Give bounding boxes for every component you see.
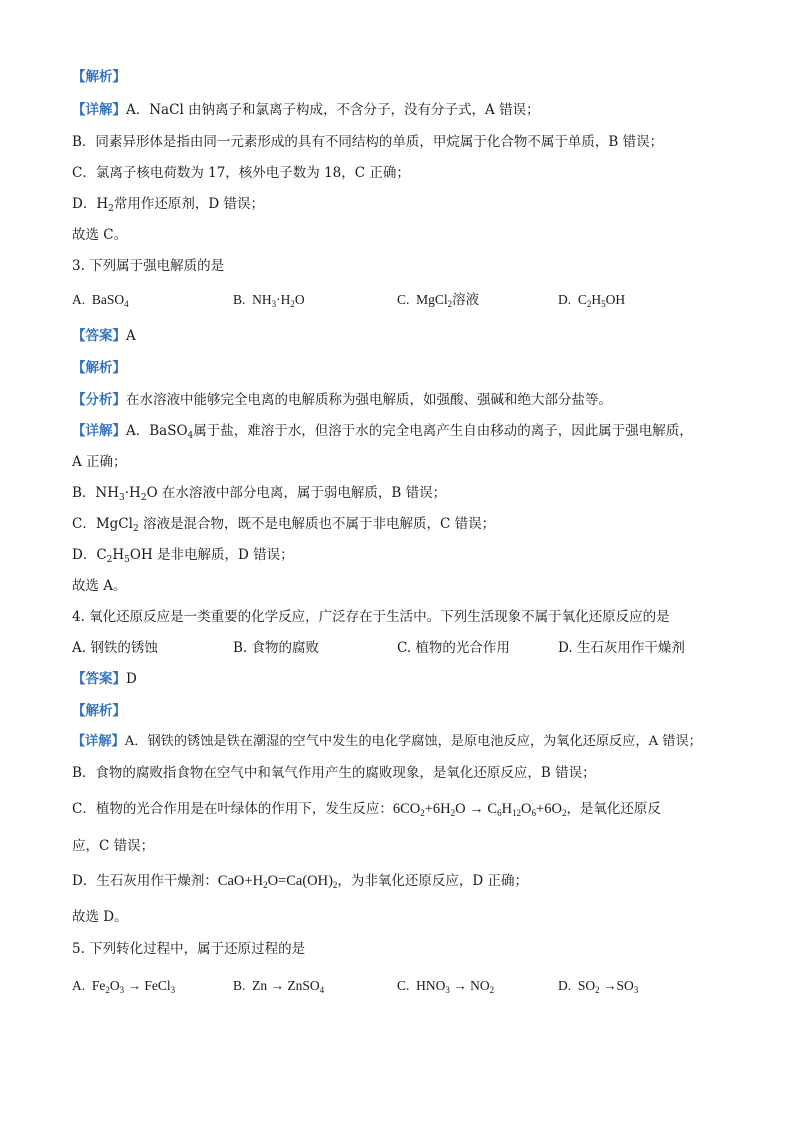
q3-answer: 【答案】A bbox=[72, 328, 136, 344]
q4-detail-b: B．食物的腐败指食物在空气中和氧气作用产生的腐败现象，是氧化还原反应，B 错误； bbox=[72, 765, 596, 781]
q3-option-a: A. BaSO$_4$ bbox=[72, 292, 129, 309]
q5-option-c: C. $HNO_3 \to NO_2$ bbox=[397, 978, 495, 995]
q4-detail-d: D．生石灰用作干燥剂：$CaO+H_2O=Ca(OH)_2$，为非氧化还原反应，D 正确； bbox=[72, 873, 529, 890]
analysis-heading: 【解析】 bbox=[72, 69, 126, 85]
q2-detail-d: D．$H_2$常用作还原剂，D 错误； bbox=[72, 196, 264, 214]
q3-detail-a: 【详解】A．BaSO$_4$属于盐，难溶于水，但溶于水的完全电离产生自由移动的离子，因此属于强电解质， bbox=[72, 423, 693, 441]
q2-detail-b: B．同素异形体是指由同一元素形成的具有不同结构的单质，甲烷属于化合物不属于单质，B 错误； bbox=[72, 134, 664, 150]
q4-answer: 【答案】D bbox=[72, 671, 137, 687]
q3-option-d: D. $C_2H_5OH$ bbox=[558, 292, 626, 309]
q3-detail-d: D．$C_2H_5OH$ 是非电解质，D 错误； bbox=[72, 547, 294, 565]
q4-stem: 4. 氧化还原反应是一类重要的化学反应，广泛存在于生活中。下列生活现象不属于氧化还原反应的是 bbox=[72, 609, 670, 625]
q4-detail-a: 【详解】A．钢铁的锈蚀是铁在潮湿的空气中发生的电化学腐蚀，是原电池反应，为氧化还原反应，A 错误； bbox=[72, 734, 702, 749]
q5-stem: 5. 下列转化过程中，属于还原过程的是 bbox=[72, 941, 306, 957]
q3-choose: 故选 A。 bbox=[72, 578, 127, 594]
q4-option-d: D. 生石灰用作干燥剂 bbox=[558, 640, 685, 656]
q4-option-a: A. 钢铁的锈蚀 bbox=[72, 640, 158, 656]
q3-detail-a-cont: A 正确； bbox=[72, 454, 127, 470]
q5-option-a: A. $Fe_2O_3$ → FeCl$_3$ bbox=[72, 978, 176, 995]
q5-option-d: D. $SO_2 \to SO_3$ bbox=[558, 978, 639, 995]
q4-option-b: B. 食物的腐败 bbox=[233, 640, 320, 656]
q2-detail-c: C．氯离子核电荷数为 17，核外电子数为 18，C 正确； bbox=[72, 165, 410, 181]
q5-option-b: B. Zn → ZnSO$_4$ bbox=[233, 978, 325, 995]
q3-analyze: 【分析】在水溶液中能够完全电离的电解质称为强电解质，如强酸、强碱和绝大部分盐等。 bbox=[72, 392, 612, 408]
q4-choose: 故选 D。 bbox=[72, 909, 128, 925]
q4-analysis-heading: 【解析】 bbox=[72, 703, 126, 719]
q4-option-c: C. 植物的光合作用 bbox=[397, 640, 510, 656]
q3-analysis-heading: 【解析】 bbox=[72, 360, 126, 376]
q4-detail-c-cont: 应，C 错误； bbox=[72, 838, 155, 854]
q3-detail-b: B．$NH_3\cdot H_2O$ 在水溶液中部分电离，属于弱电解质，B 错误； bbox=[72, 485, 447, 503]
q2-choose: 故选 C。 bbox=[72, 227, 128, 243]
q4-detail-c: C．植物的光合作用是在叶绿体的作用下，发生反应：$6CO_2+6H_2O \to C_6H_{12}O_6+6O_2$，是氧化还原反 bbox=[72, 801, 661, 818]
q2-detail-a: 【详解】A．NaCl 由钠离子和氯离子构成，不含分子，没有分子式，A 错误； bbox=[72, 102, 540, 118]
q3-option-c: C. MgCl$_2$溶液 bbox=[397, 292, 480, 309]
q3-stem: 3. 下列属于强电解质的是 bbox=[72, 258, 225, 274]
q3-option-b: B. $NH_3\cdot H_2O$ bbox=[233, 292, 305, 309]
q3-detail-c: C．MgCl$_2$ 溶液是混合物，既不是电解质也不属于非电解质，C 错误； bbox=[72, 516, 496, 534]
